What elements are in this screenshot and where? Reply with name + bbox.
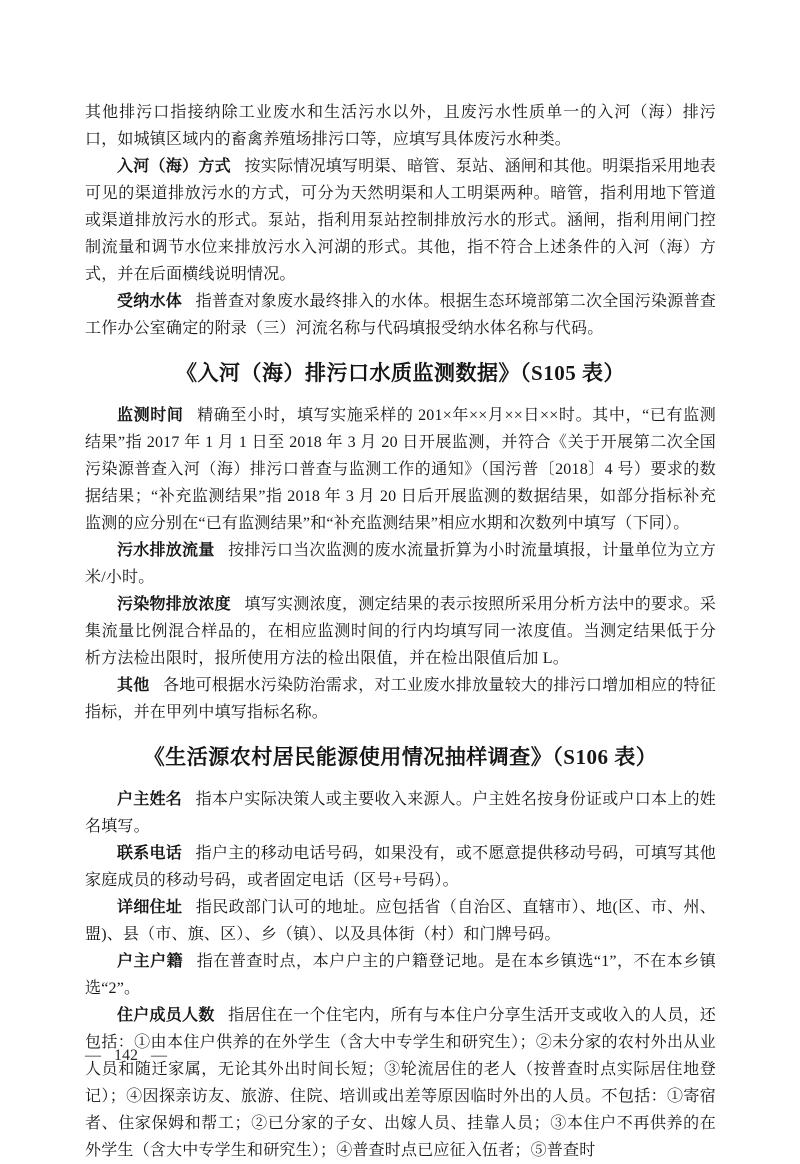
term-lead: 联系电话 (117, 845, 183, 862)
paragraph-text: 指居住在一个住宅内，所有与本住户分享生活开支或收入的人员，还包括：①由本住户供养的在外学生（含大中专学生和研究生）；②未分家的农村外出从业人员和随迁家属，无论其外出时间长短；③轮流居住的老人（按普查时点实际居住地登记）；④因探亲访友、旅游、住院、培训或出差等原因临时外出的人员。不包括：①寄宿者、住家保姆和帮工；②已分家的子女、出嫁人员、挂靠人员；③本住户不再供养的在外学生（含大中专学生和研究生）；④普查时点已应征入伍者；⑤普查时 (85, 1007, 716, 1159)
paragraph-text: 指普查对象废水最终排入的水体。根据生态环境部第二次全国污染源普查工作办公室确定的附录（三）河流名称与代码填报受纳水体名称与代码。 (85, 293, 716, 337)
body-paragraph-contact-phone (85, 840, 716, 894)
section-heading-s105: 《入河（海）排污口水质监测数据》（S105 表） (176, 361, 625, 385)
term-lead: 详细住址 (117, 899, 183, 916)
page-footer (85, 1047, 167, 1065)
term-lead: 污染物排放浓度 (117, 596, 231, 613)
term-lead: 其他 (117, 677, 150, 694)
body-paragraph-householder-name (85, 786, 716, 840)
term-lead: 住户成员人数 (117, 1007, 215, 1024)
paragraph-text: 指户主的移动电话号码，如果没有，或不愿意提供移动号码，可填写其他家庭成员的移动号码，或者固定电话（区号+号码）。 (85, 845, 716, 889)
paragraph-text: 指在普查时点，本户户主的户籍登记地。是在本乡镇选“1”，不在本乡镇选“2”。 (85, 953, 716, 997)
section-heading-s106: 《生活源农村居民能源使用情况抽样调查》（S106 表） (143, 745, 658, 769)
term-lead: 户主姓名 (117, 791, 183, 808)
paragraph-text: 指民政部门认可的地址。应包括省（自治区、直辖市）、地(区、市、州、盟)、县（市、旗、区）、乡（镇）、以及具体街（村）和门牌号码。 (85, 899, 716, 943)
paragraph-text: 其他排污口指接纳除工业废水和生活污水以外，且废污水性质单一的入河（海）排污口，如城镇区域内的畜禽养殖场排污口等，应填写具体废污水种类。 (85, 104, 716, 148)
body-paragraph-continued (85, 99, 716, 153)
paragraph-text: 按实际情况填写明渠、暗管、泵站、涵闸和其他。明渠指采用地表可见的渠道排放污水的方式，可分为天然明渠和人工明渠两种。暗管，指利用地下管道或渠道排放污水的形式。泵站，指利用泵站控制排放污水的形式。涵闸，指利用闸门控制流量和调节水位来排放污水入河湖的形式。其他，指不符合上述条件的入河（海）方式，并在后面横线说明情况。 (85, 158, 716, 283)
body-paragraph-householder-registration (85, 948, 716, 1002)
body-paragraph-monitor-time (85, 402, 716, 537)
body-paragraph-household-members (85, 1002, 716, 1164)
body-paragraph-detailed-address (85, 894, 716, 948)
body-paragraph-sewage-flow (85, 537, 716, 591)
paragraph-text: 填写实测浓度，测定结果的表示按照所采用分析方法中的要求。采集流量比例混合样品的，在相应监测时间的行内均填写同一浓度值。当测定结果低于分析方法检出限时，报所使用方法的检出限值，并在检出限值后加 L。 (85, 596, 716, 667)
body-paragraph-pollutant-concentration (85, 591, 716, 672)
paragraph-text: 精确至小时，填写实施采样的 201×年××月××日××时。其中，“已有监测结果”指 2017 年 1 月 1 日至 2018 年 3 月 20 日开展监测，并符合《关于开展第二次全国污染源普查入河（海）排污口普查与监测工作的通知》（国污普〔2018〕4 号）要求的数据结果；“补充监测结果”指 2018 年 3 月 20 日后开展监测的数据结果，如部分指标补充监测的应分别在“已有监测结果”和“补充监测结果”相应水期和次数列中填写（下同）。 (85, 407, 716, 532)
term-lead: 监测时间 (117, 407, 184, 424)
body-paragraph-inflow-method (85, 153, 716, 288)
paragraph-text: 指本户实际决策人或主要收入来源人。户主姓名按身份证或户口本上的姓名填写。 (85, 791, 716, 835)
paragraph-text: 各地可根据水污染防治需求，对工业废水排放量较大的排污口增加相应的特征指标，并在甲列中填写指标名称。 (85, 677, 716, 721)
term-lead: 污水排放流量 (117, 542, 215, 559)
footer-dash-left: — (85, 1047, 101, 1064)
body-paragraph-receiving-water (85, 288, 716, 342)
paragraph-text: 按排污口当次监测的废水流量折算为小时流量填报，计量单位为立方米/小时。 (85, 542, 716, 586)
footer-dash-right: — (151, 1047, 167, 1064)
body-paragraph-other (85, 672, 716, 726)
page-number: 142 (114, 1047, 138, 1064)
term-lead: 户主户籍 (117, 953, 184, 970)
term-lead: 受纳水体 (117, 293, 183, 310)
term-lead: 入河（海）方式 (117, 158, 231, 175)
